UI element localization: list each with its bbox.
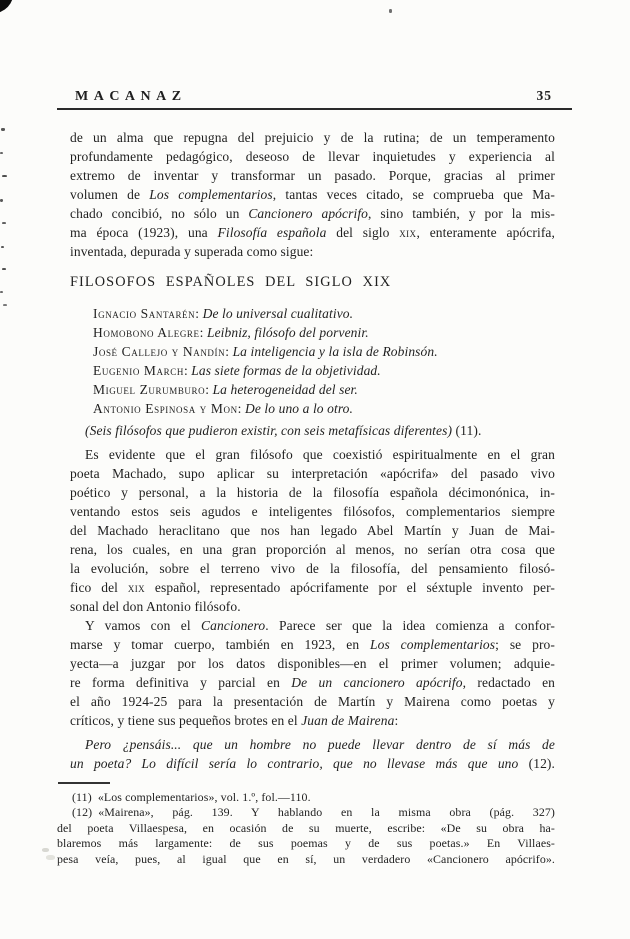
scan-speck xyxy=(2,268,6,270)
text-segment: Pero ¿pensáis... que un hombre no puede llevar dentro de sí más de xyxy=(85,737,555,752)
text-line xyxy=(70,559,555,578)
text-segment: el año 1924-25 para la presentación de Martín y Mairena como poetas y xyxy=(70,694,555,709)
text-line xyxy=(70,147,555,166)
scan-smudge xyxy=(42,848,49,852)
footnote-11 xyxy=(57,790,555,805)
scan-speck xyxy=(0,199,3,202)
text-segment: pesa veía, pues, al igual que en sí, un verdadero «Cancionero apócrifo». xyxy=(57,851,555,866)
text-line xyxy=(70,654,555,673)
text-segment: Miguel Zurumburo xyxy=(93,382,206,397)
text-segment: profundamente pedagógico, deseoso de llevar inquietudes y experiencia al xyxy=(70,149,555,164)
text-line xyxy=(93,361,555,380)
text-segment: Antonio Espinosa y Mon xyxy=(93,401,238,416)
scan-speck xyxy=(0,291,3,293)
text-segment: : xyxy=(205,382,213,397)
text-line xyxy=(70,635,555,654)
text-segment: rena, los cuales, en una gran proporción al menos, no serían otra cosa que xyxy=(70,542,555,557)
paragraph-3 xyxy=(70,616,555,730)
text-line xyxy=(70,578,555,597)
text-segment: (12). xyxy=(518,756,555,771)
text-segment: : xyxy=(225,344,233,359)
text-segment: La heterogeneidad del ser. xyxy=(212,382,358,397)
text-line xyxy=(70,540,555,559)
text-segment: Es evidente que el gran filósofo que coexistió espiritualmente en el gran xyxy=(85,447,555,462)
text-segment: : xyxy=(183,363,192,378)
text-line xyxy=(93,342,555,361)
text-segment: la evolución, sobre el terreno vivo de la filosofía, del pensamiento filosó- xyxy=(70,561,555,576)
text-line xyxy=(57,805,555,820)
scan-speck xyxy=(1,128,5,131)
text-column xyxy=(70,128,555,773)
text-line xyxy=(70,616,555,635)
page-content xyxy=(57,88,572,867)
text-line xyxy=(70,483,555,502)
text-line xyxy=(70,673,555,692)
parenthetical-note xyxy=(70,421,555,440)
text-segment: fico del xyxy=(70,580,128,595)
text-segment: extremo de inventar y transformar un pasado. Porque, gracias al primer xyxy=(70,168,555,183)
text-segment: Filosofía española xyxy=(217,225,327,240)
text-segment: poeta Machado, supo aplicar su interpretación «apócrifa» del pasado vivo xyxy=(70,466,555,481)
footnote-separator-rule xyxy=(58,782,110,784)
text-segment: Ignacio Santarén xyxy=(93,306,196,321)
text-segment: Los complementarios xyxy=(370,637,496,652)
philosopher-list xyxy=(93,304,555,418)
text-segment: blaremos más largamente: de sus poemas y de sus poetas.» En Villaes- xyxy=(57,836,555,851)
scan-speck xyxy=(3,304,7,306)
text-segment: español, representado apócrifamente por el séxtuple invento per- xyxy=(145,580,555,595)
text-segment: , sino también, y por la mis- xyxy=(368,206,555,221)
running-header-title: MACANAZ xyxy=(75,89,187,104)
text-segment: Homobono Alegre xyxy=(93,325,200,340)
text-segment: ; se pro- xyxy=(495,637,555,652)
text-line xyxy=(93,380,555,399)
text-segment: Juan de Mairena xyxy=(301,713,395,728)
text-segment: re forma definitiva y parcial en xyxy=(70,675,292,690)
text-line xyxy=(70,242,555,261)
text-line xyxy=(70,128,555,147)
block-quote xyxy=(70,735,555,773)
text-line xyxy=(57,836,555,851)
text-segment: , enteramente apócrifa, xyxy=(416,225,555,240)
text-segment: un poeta? Lo difícil sería lo contrario, que no llevase más que uno xyxy=(70,756,519,771)
text-segment: ma época (1923), una xyxy=(70,225,218,240)
text-segment: De un cancionero apócrifo xyxy=(291,675,463,690)
text-line xyxy=(70,754,555,773)
text-line xyxy=(93,304,555,323)
scan-corner-artifact xyxy=(0,0,15,14)
page-number: 35 xyxy=(536,88,552,103)
footnotes xyxy=(57,790,555,867)
scan-speck xyxy=(2,175,7,177)
text-segment: Los complementarios xyxy=(149,187,273,202)
text-line xyxy=(70,185,555,204)
running-header xyxy=(57,88,572,105)
text-segment: Leibniz, filósofo del porvenir. xyxy=(206,325,369,340)
scan-speck xyxy=(2,222,6,224)
text-segment: yecta—a juzgar por los datos disponibles—en el primer volumen; adquie- xyxy=(70,656,555,671)
text-segment: poético y personal, a la historia de la filosofía española décimonónica, in- xyxy=(70,485,555,500)
text-segment: Y vamos con el xyxy=(85,618,201,633)
text-segment: José Callejo y Nandín xyxy=(93,344,226,359)
text-segment: . Parece ser que la idea comienza a confor- xyxy=(265,618,556,633)
text-line xyxy=(70,464,555,483)
text-segment: Las siete formas de la objetividad. xyxy=(191,363,381,378)
text-segment: del siglo xyxy=(326,225,400,240)
text-segment: xix xyxy=(399,225,417,240)
footnote-12 xyxy=(57,805,555,867)
text-line xyxy=(70,166,555,185)
text-segment: De lo uno a lo otro. xyxy=(245,401,353,416)
text-segment: del poeta Villaespesa, en ocasión de su muerte, escribe: «De su obra ha- xyxy=(57,820,555,835)
text-segment: de un alma que repugna del prejuicio y de la rutina; de un temperamento xyxy=(70,130,555,145)
text-segment: Eugenio March xyxy=(93,363,184,378)
text-segment: La inteligencia y la isla de Robinsón. xyxy=(232,344,438,359)
text-line xyxy=(70,204,555,223)
text-segment: (11). xyxy=(452,423,482,438)
scan-speck xyxy=(0,152,3,154)
text-line xyxy=(70,502,555,521)
text-segment: , redactado en xyxy=(462,675,556,690)
header-rule xyxy=(57,108,572,110)
text-line xyxy=(93,399,555,418)
text-segment: chado concibió, no sólo un xyxy=(70,206,249,221)
text-line xyxy=(57,821,555,836)
text-segment: críticos, y tiene sus pequeños brotes en el xyxy=(70,713,302,728)
text-segment: sonal del don Antonio filósofo. xyxy=(70,599,241,614)
text-segment: ventando estos seis agudos e inteligentes filósofos, complementarios siempre xyxy=(70,504,555,519)
scan-speck xyxy=(1,246,4,248)
text-line xyxy=(70,735,555,754)
text-segment: inventada, depurada y superada como sigue: xyxy=(70,244,314,259)
text-line xyxy=(93,323,555,342)
text-segment: Cancionero apócrifo xyxy=(248,206,369,221)
text-line xyxy=(70,521,555,540)
text-line xyxy=(70,223,555,242)
paragraph-1 xyxy=(70,128,555,261)
text-segment: : xyxy=(237,401,245,416)
text-segment: : xyxy=(199,325,207,340)
text-line xyxy=(70,421,555,440)
text-line xyxy=(57,790,555,805)
paragraph-2 xyxy=(70,445,555,616)
text-line xyxy=(57,852,555,867)
text-segment: De lo universal cualitativo. xyxy=(202,306,354,321)
text-segment: : xyxy=(195,306,203,321)
text-segment: , tantas veces citado, se comprueba que Ma- xyxy=(272,187,555,202)
text-segment: xix xyxy=(127,580,146,595)
text-segment: (12) «Mairena», pág. 139. Y hablando en la misma obra (pág. 327) xyxy=(72,805,555,820)
scan-speck xyxy=(389,9,392,13)
text-segment: volumen de xyxy=(70,187,150,202)
text-segment: (Seis filósofos que pudieron existir, con seis metafísicas diferentes) xyxy=(85,423,453,438)
text-line xyxy=(70,692,555,711)
text-segment: marse y tomar cuerpo, también en 1923, en xyxy=(70,637,370,652)
scan-smudge xyxy=(46,855,55,860)
text-segment: Cancionero xyxy=(200,618,266,633)
text-segment: del Machado heraclitano que nos han legado Abel Martín y Juan de Mai- xyxy=(70,523,555,538)
text-segment: : xyxy=(394,713,399,728)
text-segment: (11) «Los complementarios», vol. 1.º, fol.—110. xyxy=(72,790,311,804)
text-line xyxy=(70,711,555,730)
text-line xyxy=(70,445,555,464)
text-line xyxy=(70,597,555,616)
section-heading: FILOSOFOS ESPAÑOLES DEL SIGLO XIX xyxy=(70,274,392,290)
